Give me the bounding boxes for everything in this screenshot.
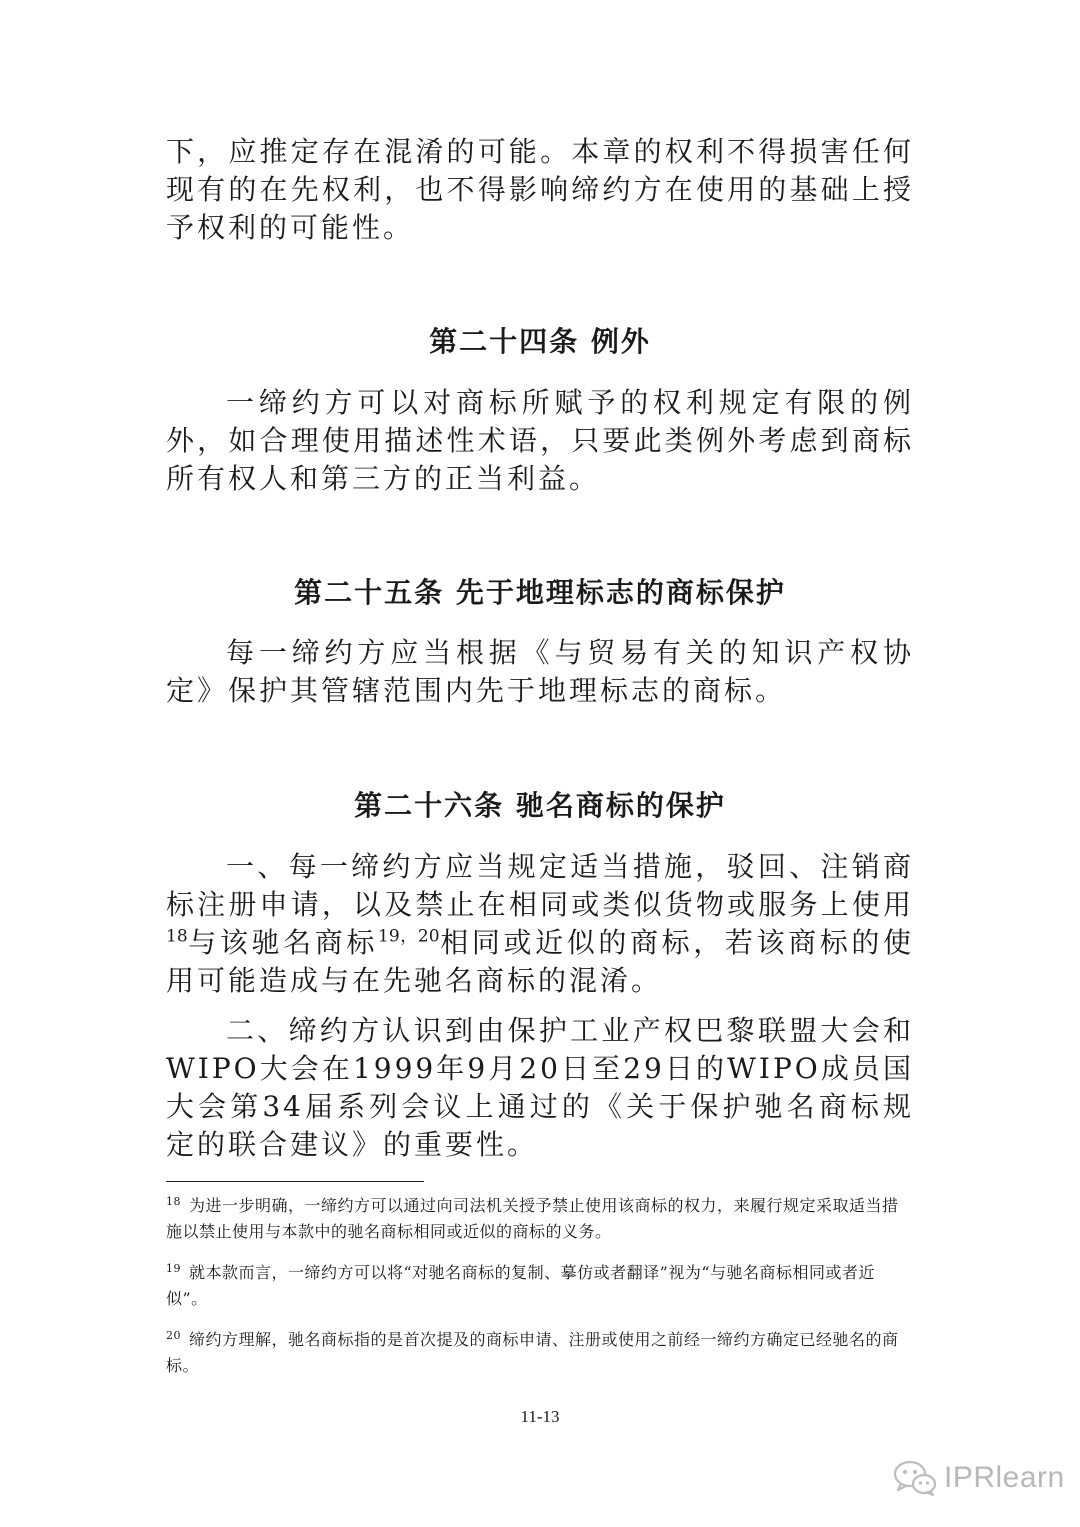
footnote-ref-18[interactable]: 18 xyxy=(166,926,188,947)
footnote-number: 19 xyxy=(166,1261,181,1275)
article-24-body: 一缔约方可以对商标所赋予的权利规定有限的例外，如合理使用描述性术语，只要此类例外考虑到商标所有权人和第三方的正当利益。 xyxy=(166,386,914,495)
article-26-paragraph-2: 二、缔约方认识到由保护工业产权巴黎联盟大会和WIPO大会在1999年9月20日至29日的WIPO成员国大会第34届系列会议上通过的《关于保护驰名商标规定的联合建议》的重要性。 xyxy=(166,1014,914,1161)
watermark-text: IPRlearn xyxy=(944,1461,1065,1494)
article-25-heading: 第二十五条 先于地理标志的商标保护 xyxy=(294,576,786,609)
footnote-20 xyxy=(166,1327,914,1379)
article-25-body: 每一缔约方应当根据《与贸易有关的知识产权协定》保护其管辖范围内先于地理标志的商标。 xyxy=(166,636,914,707)
article-24-heading: 第二十四条 例外 xyxy=(429,325,651,358)
footnote-text: 为进一步明确，一缔约方可以通过向司法机关授予禁止使用该商标的权力，来履行规定采取适当措施以禁止使用与本款中的驰名商标相同或近似的商标的义务。 xyxy=(166,1196,899,1241)
footnote-ref-19-20[interactable]: 19，20 xyxy=(378,926,440,947)
article-26-heading: 第二十六条 驰名商标的保护 xyxy=(354,789,726,822)
footnote-text: 缔约方理解，驰名商标指的是首次提及的商标申请、注册或使用之前经一缔约方确定已经驰名的商标。 xyxy=(166,1330,899,1375)
footnote-18 xyxy=(166,1193,914,1245)
footnote-separator xyxy=(166,1181,424,1182)
footnote-number: 20 xyxy=(166,1328,181,1342)
article-26-p1-text-b: 与该驰名商标 xyxy=(187,926,379,959)
footnote-text: 就本款而言，一缔约方可以将“对驰名商标的复制、摹仿或者翻译”视为“与驰名商标相同或者近似”。 xyxy=(166,1263,876,1308)
wechat-icon xyxy=(892,1458,938,1498)
footnote-19 xyxy=(166,1260,914,1312)
watermark xyxy=(892,1458,1065,1498)
continuation-paragraph: 下，应推定存在混淆的可能。本章的权利不得损害任何现有的在先权利，也不得影响缔约方在使用的基础上授予权利的可能性。 xyxy=(166,135,914,244)
page-number: 11-13 xyxy=(520,1407,560,1426)
article-26-paragraph-1 xyxy=(166,848,914,1000)
footnote-number: 18 xyxy=(166,1194,181,1208)
article-26-p1-text-c: 相同或近似的商标，若该商标的使用可能造成与在先驰名商标的混淆。 xyxy=(166,926,914,997)
article-26-p1-text-a: 一、每一缔约方应当规定适当措施，驳回、注销商标注册申请，以及禁止在相同或类似货物或服务上使用 xyxy=(166,850,914,921)
